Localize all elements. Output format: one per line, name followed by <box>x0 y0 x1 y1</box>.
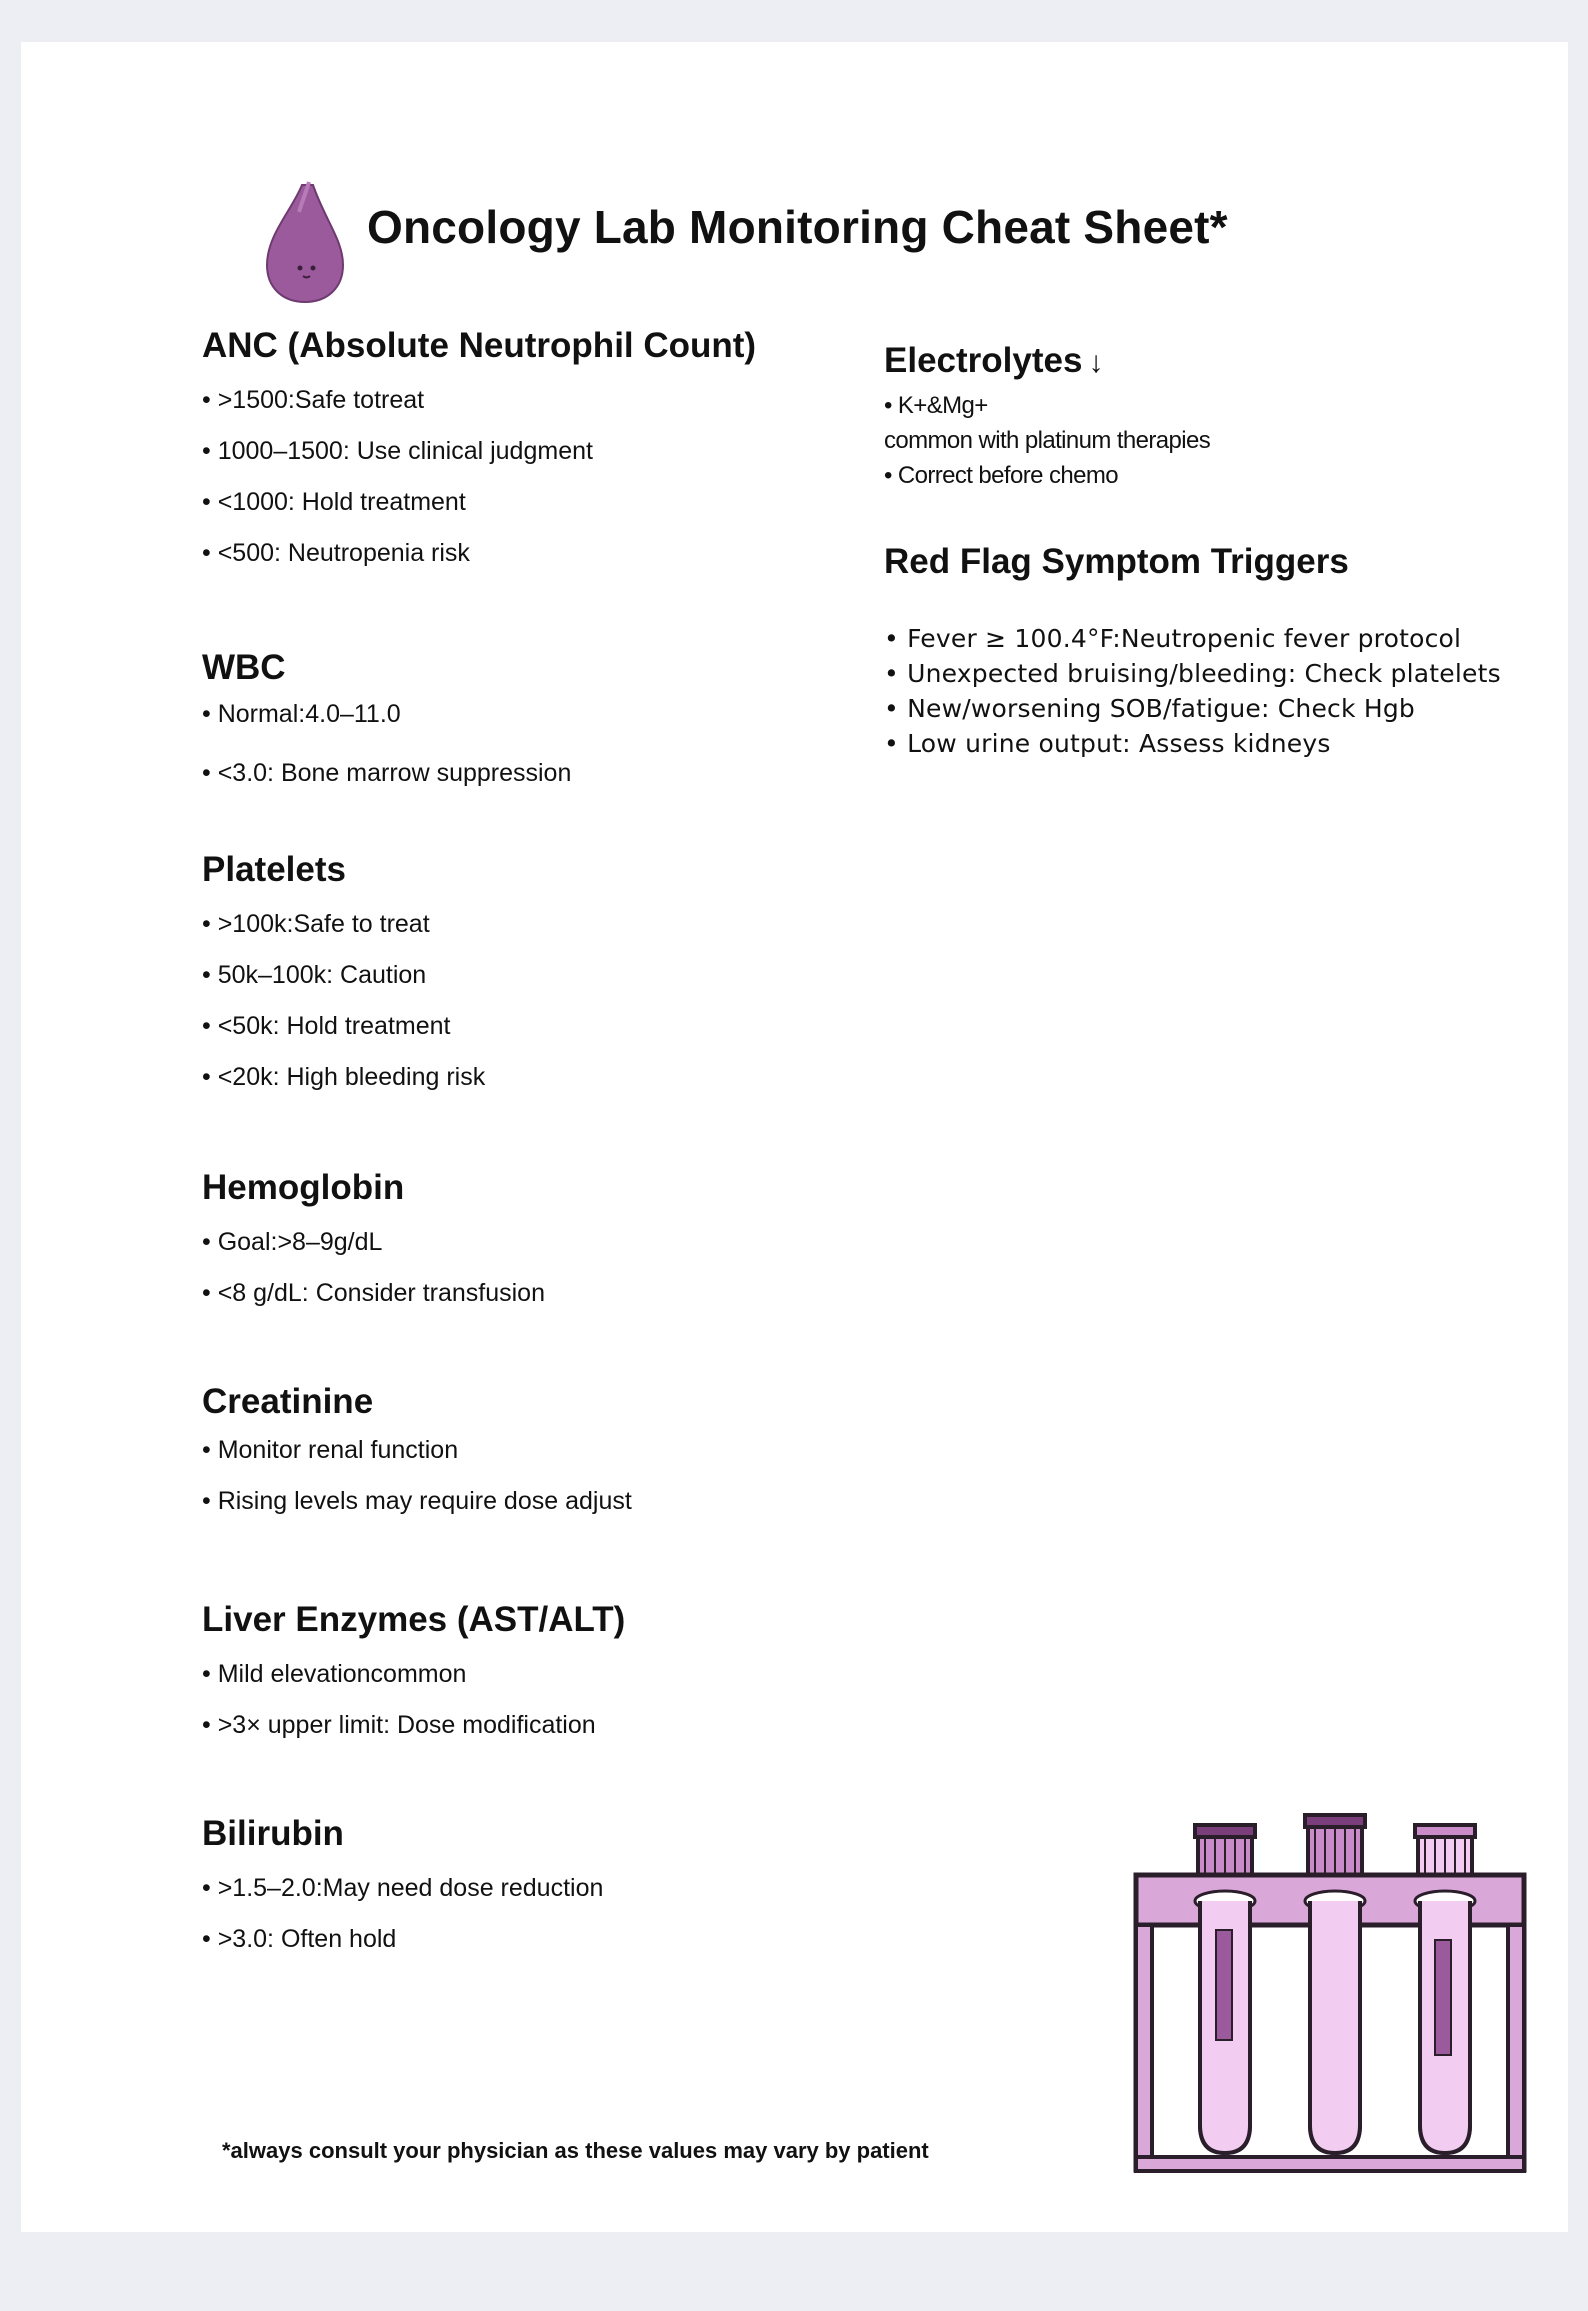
list-item: • >3.0: Often hold <box>202 1914 902 1965</box>
electrolytes-section <box>884 340 1524 493</box>
list-item: • Rising levels may require dose adjust <box>202 1476 902 1527</box>
list-item: • <8 g/dL: Consider transfusion <box>202 1268 902 1319</box>
list-item: • Unexpected bruising/bleeding: Check platelets <box>884 656 1524 691</box>
section-title <box>884 340 1524 382</box>
section-title: Bilirubin <box>202 1814 344 1853</box>
creatinine-section <box>202 1381 902 1527</box>
page-title: Oncology Lab Monitoring Cheat Sheet* <box>367 201 1228 253</box>
section-title: ANC (Absolute Neutrophil Count) <box>202 326 757 365</box>
list-item: common with platinum therapies <box>884 427 1211 454</box>
list-item: • <50k: Hold treatment <box>202 1001 902 1052</box>
section-title: Hemoglobin <box>202 1168 405 1207</box>
list-item: • Monitor renal function <box>202 1425 902 1476</box>
list-item: • <3.0: Bone marrow suppression <box>202 748 902 799</box>
list-item: • >100k:Safe to treat <box>202 899 902 950</box>
wbc-section <box>202 647 902 799</box>
section-title: Red Flag Symptom Triggers <box>884 542 1349 581</box>
section-title: Liver Enzymes (AST/ALT) <box>202 1600 626 1639</box>
list-item: • Goal:>8–9g/dL <box>202 1217 902 1268</box>
blood-drop-icon <box>255 150 355 310</box>
list-item: • >3× upper limit: Dose modification <box>202 1700 902 1751</box>
list-item: • K+&Mg+ <box>884 388 1524 423</box>
list-item: • 1000–1500: Use clinical judgment <box>202 426 902 477</box>
list-item: • Mild elevationcommon <box>202 1649 902 1700</box>
list-item: • 50k–100k: Caution <box>202 950 902 1001</box>
platelets-section <box>202 849 902 1103</box>
list-item: • Fever ≥ 100.4°F:Neutropenic fever protocol <box>884 621 1524 656</box>
liver-enzymes-section <box>202 1599 902 1751</box>
test-tubes-rack-illustration <box>1130 1805 1530 2175</box>
electrolytes-title: Electrolytes <box>884 341 1083 380</box>
list-item: • Correct before chemo <box>884 458 1524 493</box>
hemoglobin-section <box>202 1167 902 1319</box>
section-title: Creatinine <box>202 1382 374 1421</box>
right-column <box>884 340 1524 761</box>
arrow-down-icon: ↓ <box>1088 346 1104 379</box>
left-column <box>202 325 902 1965</box>
bilirubin-section <box>202 1813 902 1965</box>
list-item: • Low urine output: Assess kidneys <box>884 726 1524 761</box>
list-item: • >1500:Safe totreat <box>202 375 902 426</box>
list-item: • <500: Neutropenia risk <box>202 528 902 579</box>
list-item: • Normal:4.0–11.0 <box>202 689 902 740</box>
list-item: • New/worsening SOB/fatigue: Check Hgb <box>884 691 1524 726</box>
section-title: WBC <box>202 648 286 687</box>
red-flag-section <box>884 541 1524 761</box>
list-item: • <1000: Hold treatment <box>202 477 902 528</box>
list-item: • >1.5–2.0:May need dose reduction <box>202 1863 902 1914</box>
anc-section <box>202 325 902 579</box>
section-title: Platelets <box>202 850 346 889</box>
footnote: *always consult your physician as these values may vary by patient <box>222 2138 929 2163</box>
list-item: • <20k: High bleeding risk <box>202 1052 902 1103</box>
